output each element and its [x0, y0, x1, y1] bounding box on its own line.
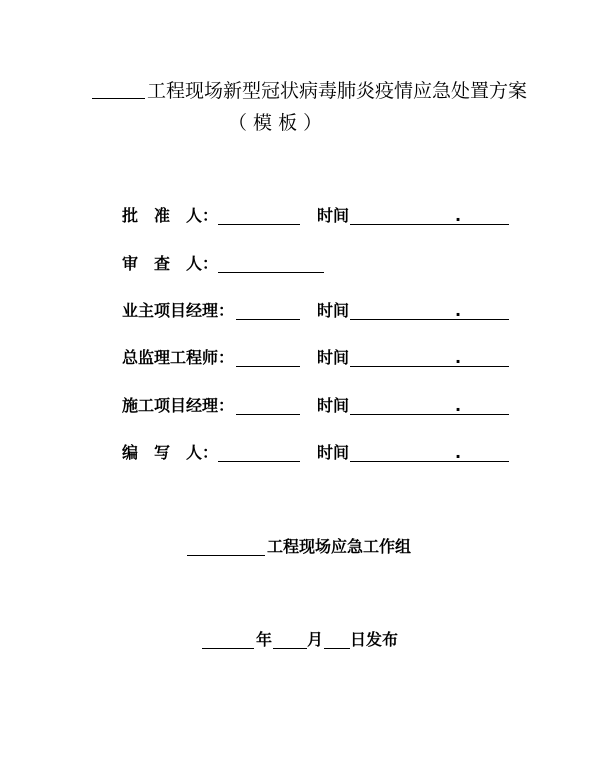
- approver-signature-line[interactable]: [218, 224, 300, 225]
- writer-date-line[interactable]: [350, 461, 509, 462]
- release-year-label: 年: [256, 630, 273, 649]
- chief-supervisor-label: 总监理工程师：: [122, 348, 235, 367]
- contractor-pm-date-line[interactable]: [350, 414, 509, 415]
- workgroup-blank-line[interactable]: [187, 555, 265, 556]
- document-title: 工程现场新型冠状病毒肺炎疫情应急处置方案: [147, 80, 528, 102]
- chief-supervisor-date-line[interactable]: [350, 366, 509, 367]
- writer-signature-line[interactable]: [218, 461, 300, 462]
- title-blank-line: [92, 98, 145, 99]
- chief-supervisor-time-label: 时间: [317, 348, 350, 367]
- document-subtitle: （ 模 板 ）: [228, 112, 323, 134]
- release-day-publish-label: 日发布: [350, 630, 399, 649]
- release-day-line[interactable]: [324, 648, 350, 649]
- contractor-pm-signature-line[interactable]: [236, 414, 300, 415]
- writer-label: 编 写 人：: [122, 443, 219, 462]
- reviewer-signature-line[interactable]: [218, 272, 324, 273]
- contractor-pm-time-label: 时间: [317, 396, 350, 415]
- chief-supervisor-signature-line[interactable]: [236, 366, 300, 367]
- writer-date-dot: .: [455, 443, 462, 462]
- owner-pm-date-line[interactable]: [350, 319, 509, 320]
- writer-time-label: 时间: [317, 443, 350, 462]
- chief-supervisor-date-dot: .: [455, 348, 462, 367]
- owner-pm-date-dot: .: [455, 301, 462, 320]
- approver-date-line[interactable]: [350, 224, 509, 225]
- workgroup-label: 工程现场应急工作组: [267, 537, 412, 556]
- owner-pm-label: 业主项目经理：: [122, 301, 235, 320]
- owner-pm-time-label: 时间: [317, 301, 350, 320]
- contractor-pm-label: 施工项目经理：: [122, 396, 235, 415]
- reviewer-label: 审 查 人：: [122, 254, 219, 273]
- owner-pm-signature-line[interactable]: [236, 319, 300, 320]
- contractor-pm-date-dot: .: [455, 396, 462, 415]
- release-month-line[interactable]: [273, 648, 307, 649]
- approver-time-label: 时间: [317, 206, 350, 225]
- release-month-label: 月: [307, 630, 324, 649]
- approver-label: 批 准 人：: [122, 206, 219, 225]
- approver-date-dot: .: [455, 206, 462, 225]
- release-year-line[interactable]: [202, 648, 254, 649]
